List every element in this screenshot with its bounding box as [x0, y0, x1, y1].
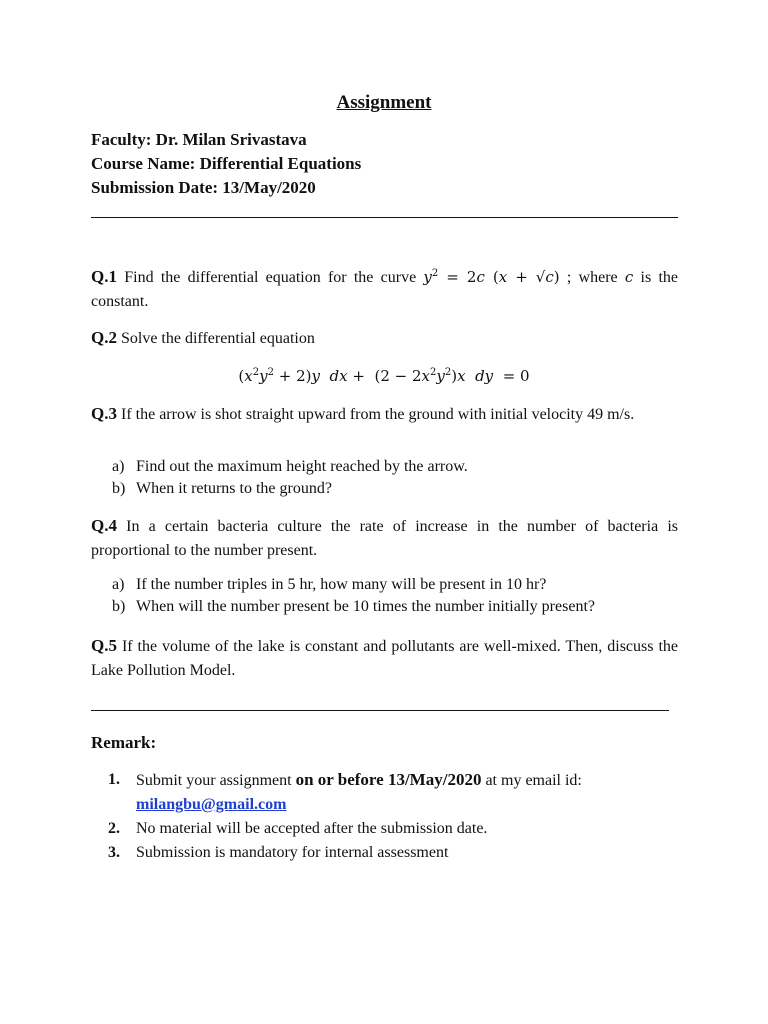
- question-4: [91, 514, 678, 563]
- subpart-text: If the number triples in 5 hr, how many will be present in 10 hr?: [136, 576, 547, 593]
- list-item: [108, 768, 688, 817]
- subpart-label: a): [112, 576, 125, 593]
- question-1-number: Q.1: [91, 267, 117, 286]
- subpart-label: b): [112, 480, 126, 497]
- subpart-label: a): [112, 458, 125, 475]
- divider-top: [91, 217, 678, 218]
- subpart-text: Find out the maximum height reached by the arrow.: [136, 458, 468, 475]
- assignment-meta: [91, 128, 361, 200]
- list-item: [112, 478, 468, 500]
- remark-text-after: at my email id:: [481, 772, 582, 789]
- question-3-text: If the arrow is shot straight upward from the ground with initial velocity 49 m/s.: [116, 406, 635, 423]
- list-item: [112, 574, 595, 596]
- question-4-number: Q.4: [91, 516, 117, 535]
- list-item: [112, 596, 595, 618]
- remark-number: 3.: [108, 844, 120, 861]
- question-3-subparts: [112, 456, 468, 500]
- course-line: Course Name: Differential Equations: [91, 154, 362, 173]
- list-item: [108, 817, 688, 841]
- faculty-line: Faculty: Dr. Milan Srivastava: [91, 130, 307, 149]
- question-4-subparts: [112, 574, 595, 618]
- question-1-text: Find the differential equation for the curve: [116, 269, 424, 286]
- question-2-number: Q.2: [91, 328, 117, 347]
- question-1-curve-equation: $y^2 = 2c$ (x + √c): [423, 268, 560, 286]
- list-item: [108, 841, 688, 865]
- list-item: [112, 456, 468, 478]
- question-5: [91, 634, 678, 683]
- question-2: [91, 326, 678, 351]
- question-3-number: Q.3: [91, 404, 117, 423]
- question-5-number: Q.5: [91, 636, 117, 655]
- question-5-text: If the volume of the lake is constant and pollutants are well-mixed. Then, discuss the Lake Pollution Model.: [91, 638, 678, 679]
- remark-heading: Remark:: [91, 733, 157, 752]
- remark-text: No material will be accepted after the submission date.: [136, 820, 488, 837]
- question-3: [91, 402, 678, 427]
- question-1-text-after: ; where: [559, 269, 625, 286]
- remark-list: [108, 768, 688, 865]
- remark-deadline: on or before 13/May/2020: [295, 770, 482, 789]
- remark-text: Submit your assignment: [136, 772, 296, 789]
- page-title: Assignment: [336, 92, 432, 113]
- question-2-equation: $(x^2y^2 + 2)y$ dx + $(2 - 2x^2y^2)x$ dy = 0: [238, 367, 530, 385]
- submission-date-line: Submission Date: 13/May/2020: [91, 178, 316, 197]
- question-1: [91, 265, 678, 314]
- remark-number: 2.: [108, 820, 120, 837]
- question-1-text-end: is the constant.: [91, 269, 678, 310]
- subpart-text: When will the number present be 10 times the number initially present?: [136, 598, 595, 615]
- email-link[interactable]: milangbu@gmail.com: [136, 796, 287, 813]
- remark-number: 1.: [108, 771, 120, 788]
- question-2-text: Solve the differential equation: [116, 330, 315, 347]
- question-4-text: In a certain bacteria culture the rate of increase in the number of bacteria is proportional to the number present.: [91, 518, 678, 559]
- remark-text: Submission is mandatory for internal assessment: [136, 844, 449, 861]
- subpart-label: b): [112, 598, 126, 615]
- divider-bottom: [91, 710, 669, 711]
- question-1-constant-symbol: c: [624, 268, 634, 286]
- subpart-text: When it returns to the ground?: [136, 480, 332, 497]
